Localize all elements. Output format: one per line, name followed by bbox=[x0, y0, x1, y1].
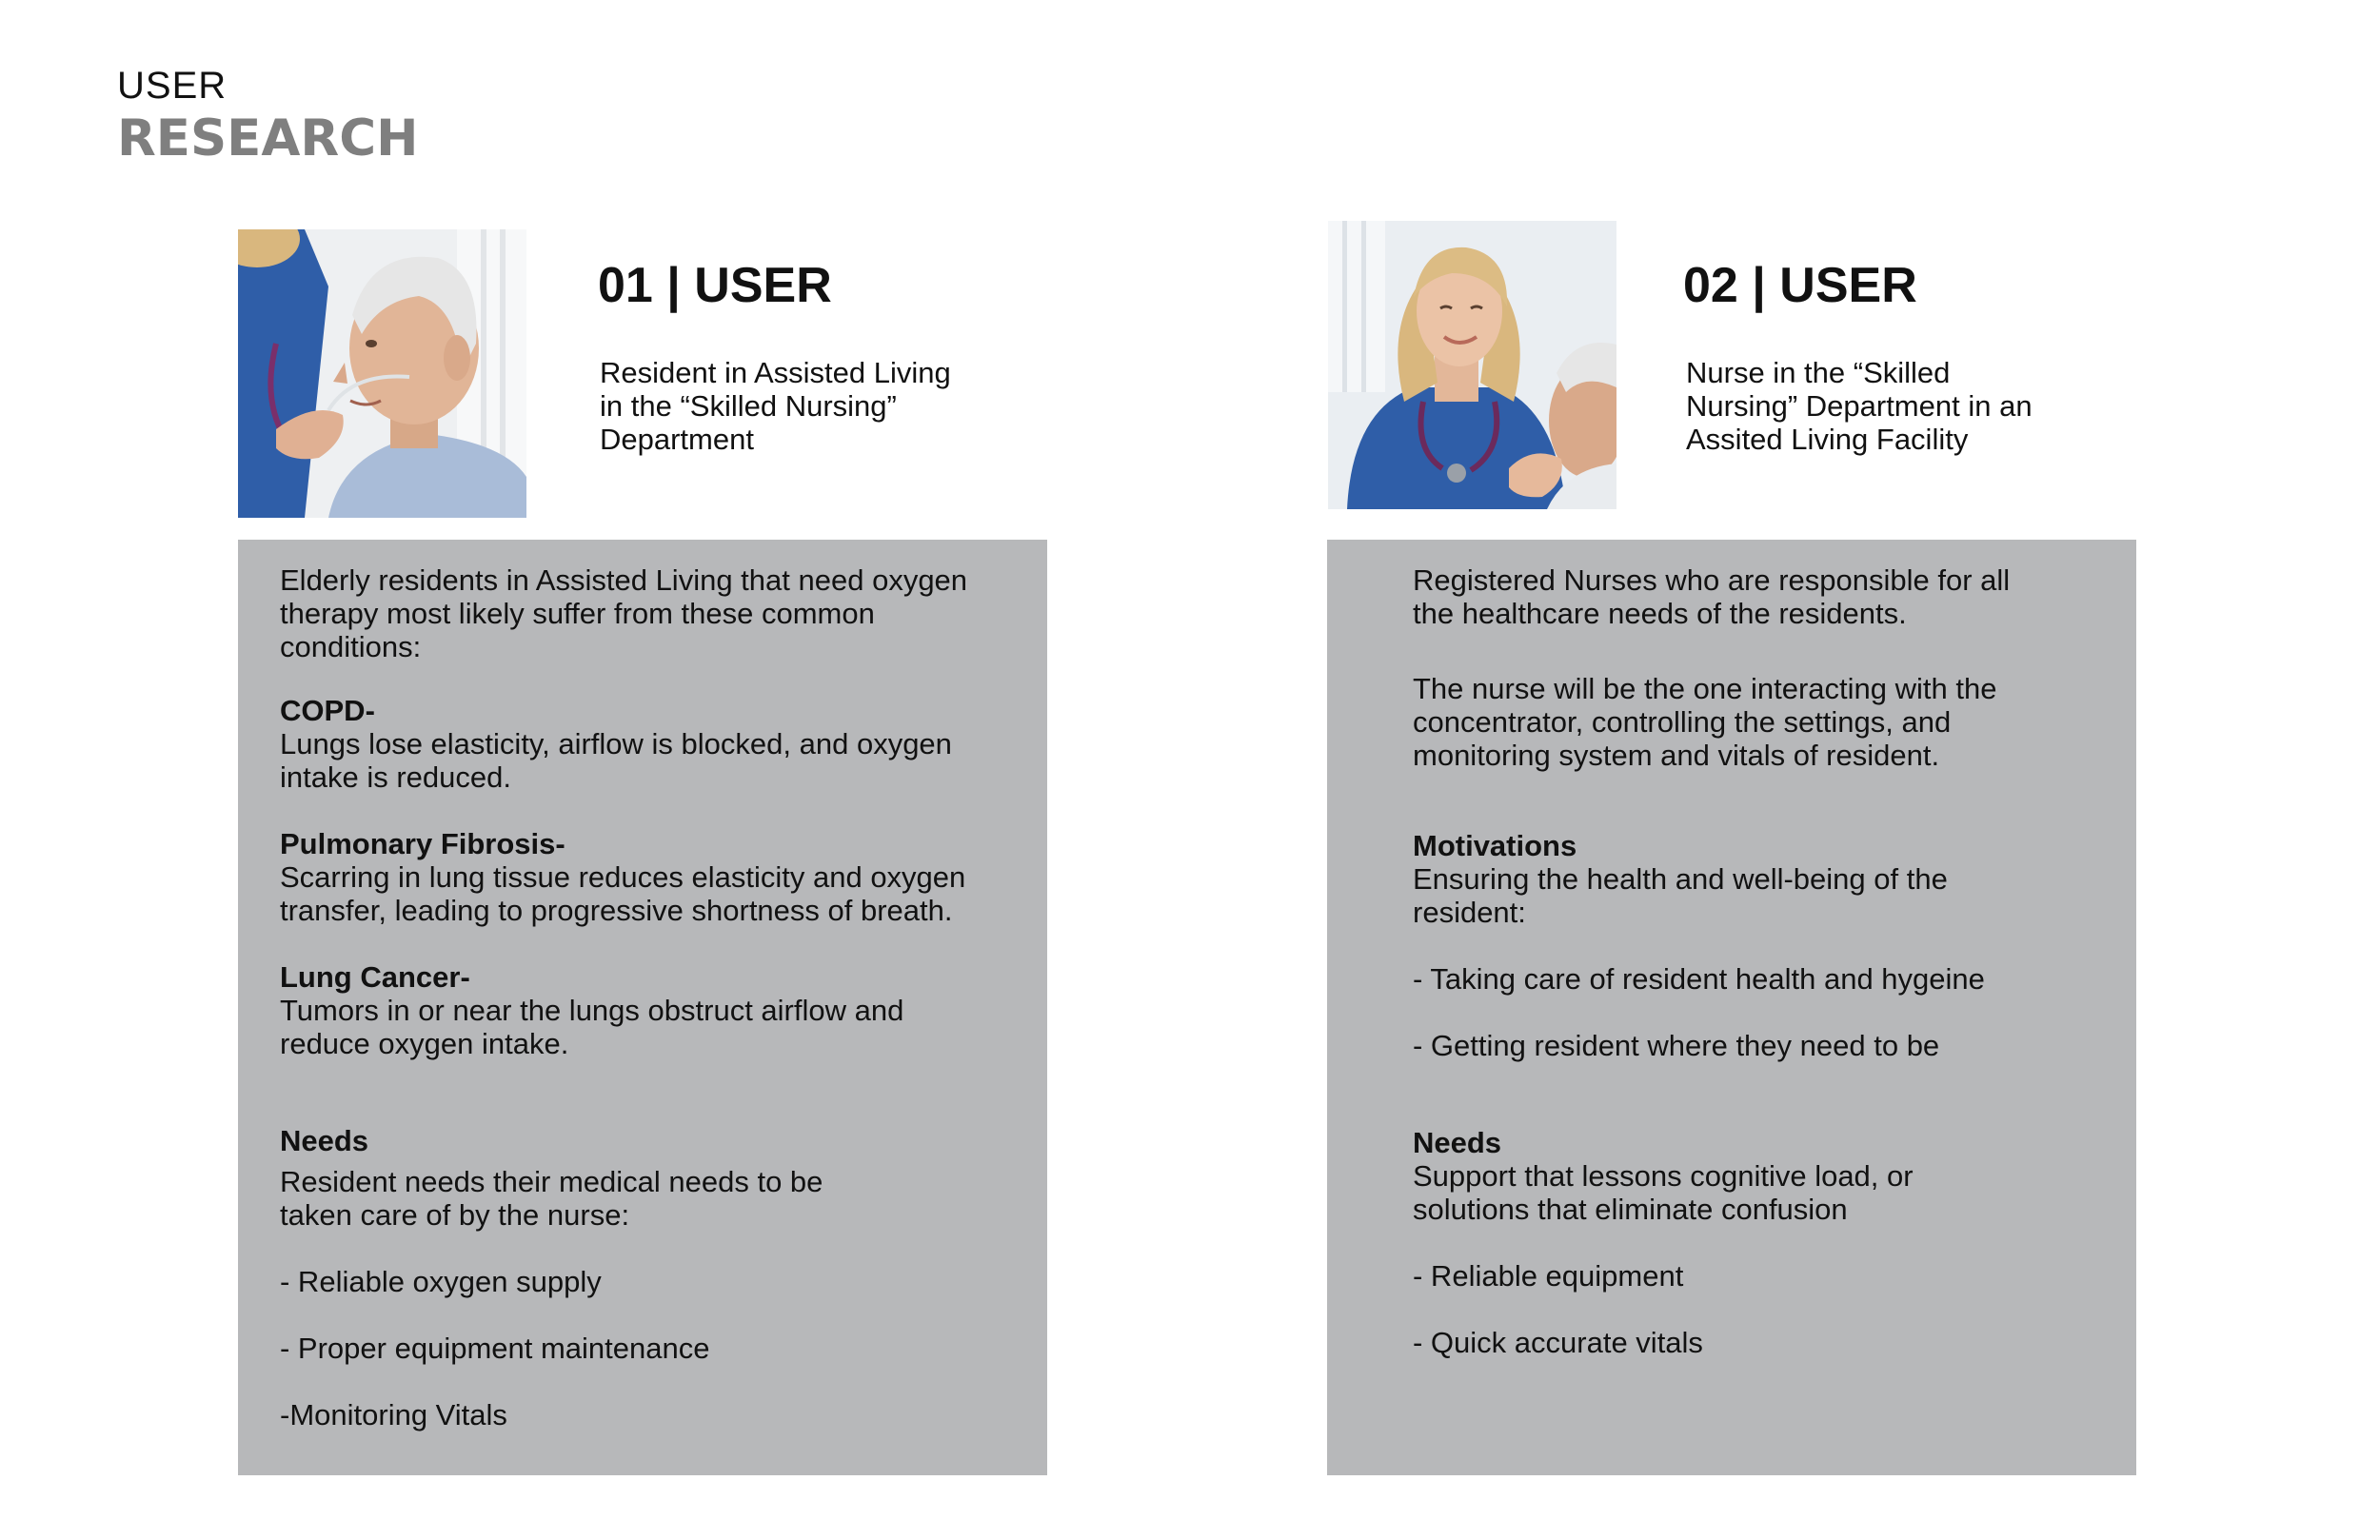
elderly-patient-illustration bbox=[238, 229, 526, 518]
user-02-description bbox=[1686, 356, 2086, 456]
condition-text: Lungs lose elasticity, airflow is blocked, and oxygen bbox=[280, 727, 952, 760]
needs-text: solutions that eliminate confusion bbox=[1413, 1193, 1848, 1226]
needs-item: - Proper equipment maintenance bbox=[280, 1332, 710, 1365]
user-01-title: 01 | USER bbox=[598, 258, 832, 313]
user-02-panel-content bbox=[1413, 563, 2117, 1359]
needs-heading: Needs bbox=[1413, 1126, 1502, 1159]
user-01-panel-content bbox=[280, 563, 1022, 1431]
needs-heading: Needs bbox=[280, 1124, 369, 1157]
description-line: in the “Skilled Nursing” bbox=[600, 389, 897, 423]
condition-text: reduce oxygen intake. bbox=[280, 1027, 569, 1060]
needs-text: taken care of by the nurse: bbox=[280, 1198, 630, 1232]
description-line: Nursing” Department in an bbox=[1686, 389, 2033, 423]
motivations-item: - Taking care of resident health and hygeine bbox=[1413, 962, 1985, 996]
user-02-title: 02 | USER bbox=[1683, 258, 1917, 313]
user-02-panel bbox=[1327, 540, 2136, 1475]
intro-line: Elderly residents in Assisted Living that need oxygen bbox=[280, 563, 968, 597]
intro-line: concentrator, controlling the settings, and bbox=[1413, 705, 1952, 739]
header-kicker: USER bbox=[117, 65, 228, 107]
condition-text: Tumors in or near the lungs obstruct airflow and bbox=[280, 994, 904, 1027]
condition-text: Scarring in lung tissue reduces elasticity and oxygen bbox=[280, 860, 966, 894]
intro-line: Registered Nurses who are responsible for all bbox=[1413, 563, 2011, 597]
description-line: Nurse in the “Skilled bbox=[1686, 356, 1951, 389]
description-line: Assited Living Facility bbox=[1686, 423, 1969, 456]
motivations-item: - Getting resident where they need to be bbox=[1413, 1029, 1940, 1062]
description-line: Department bbox=[600, 423, 754, 456]
condition-text: intake is reduced. bbox=[280, 760, 511, 794]
condition-heading: Pulmonary Fibrosis- bbox=[280, 827, 565, 860]
description-line: Resident in Assisted Living bbox=[600, 356, 951, 389]
intro-line: therapy most likely suffer from these common bbox=[280, 597, 875, 630]
user-01-description bbox=[600, 356, 1000, 456]
motivations-text: Ensuring the health and well-being of the bbox=[1413, 862, 1948, 896]
needs-item: - Quick accurate vitals bbox=[1413, 1326, 1703, 1359]
nurse-with-patient-photo bbox=[1328, 221, 1616, 509]
user-01-panel bbox=[238, 540, 1047, 1475]
intro-line: conditions: bbox=[280, 630, 422, 663]
condition-heading: Lung Cancer- bbox=[280, 960, 470, 994]
condition-text: transfer, leading to progressive shortness of breath. bbox=[280, 894, 953, 927]
nurse-illustration bbox=[1328, 221, 1616, 509]
condition-heading: COPD- bbox=[280, 694, 375, 727]
elderly-patient-photo bbox=[238, 229, 526, 518]
intro-line: monitoring system and vitals of resident. bbox=[1413, 739, 1940, 772]
intro-line: the healthcare needs of the residents. bbox=[1413, 597, 1907, 630]
needs-item: -Monitoring Vitals bbox=[280, 1398, 507, 1431]
needs-text: Resident needs their medical needs to be bbox=[280, 1165, 823, 1198]
needs-text: Support that lessons cognitive load, or bbox=[1413, 1159, 1914, 1193]
page-title: RESEARCH bbox=[117, 109, 419, 168]
intro-line: The nurse will be the one interacting with the bbox=[1413, 672, 1997, 705]
needs-item: - Reliable oxygen supply bbox=[280, 1265, 602, 1298]
motivations-heading: Motivations bbox=[1413, 829, 1577, 862]
motivations-text: resident: bbox=[1413, 896, 1526, 929]
needs-item: - Reliable equipment bbox=[1413, 1259, 1684, 1293]
